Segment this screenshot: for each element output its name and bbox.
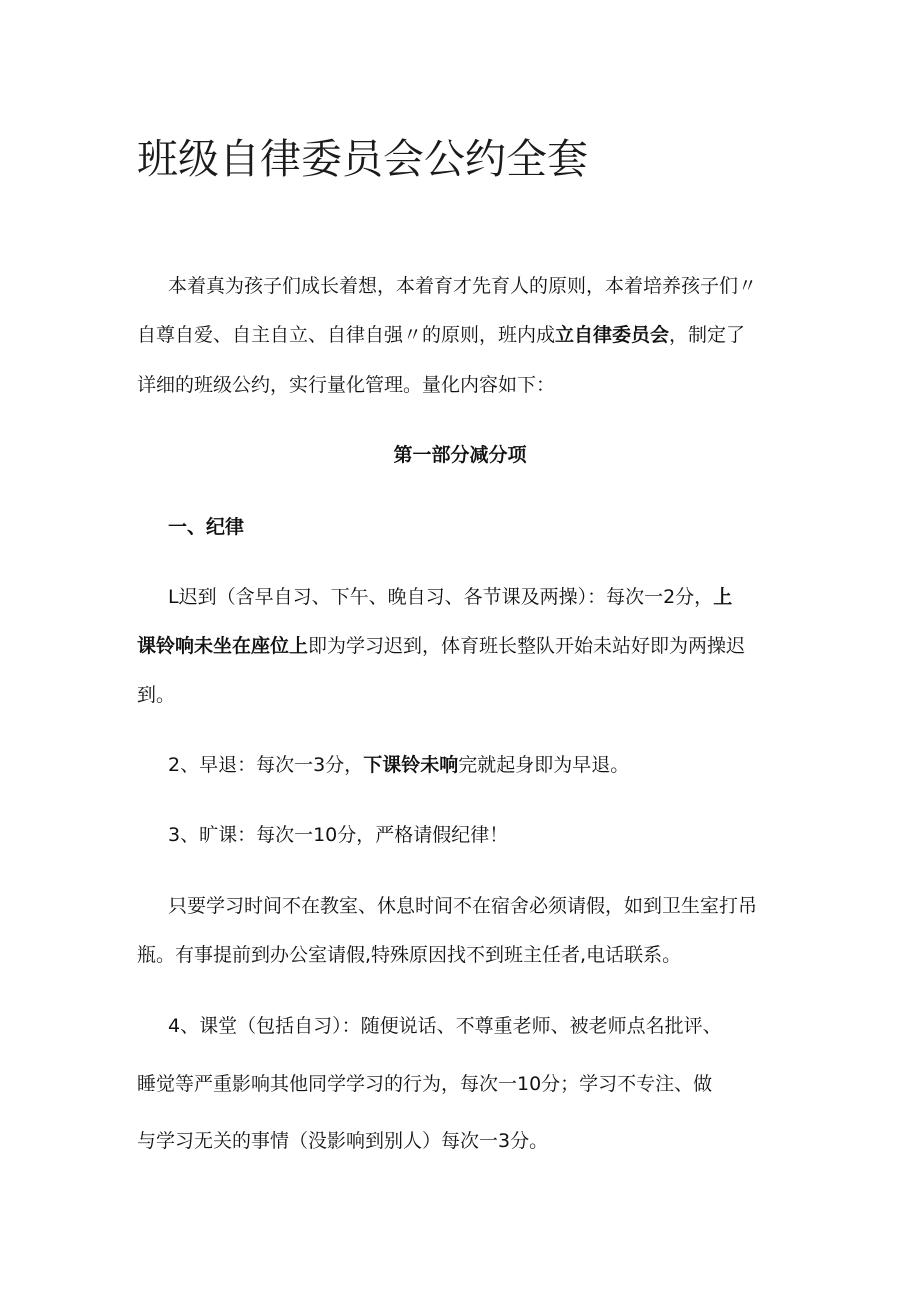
intro-line-2-text-a: 自尊自爱、自主自立、自律自强〃的原则，班内成 [137,324,556,346]
item2-text-b: 完就起身即为早退。 [458,754,630,776]
intro-line-2 [137,320,745,347]
item3-line: 3、旷课：每次一10分，严格请假纪律！ [168,824,509,846]
item1-line-1-text: L迟到（含早自习、下午、晚自习、各节课及两操）：每次一2分， [168,586,714,608]
leave-rule-line-1: 只要学习时间不在教室、休息时间不在宿舍必须请假，如到卫生室打吊 [168,895,758,917]
intro-line-2-bold: 立自律委员会 [555,324,670,346]
section1-heading: 一、纪律 [168,516,245,538]
item1-line-1 [168,582,732,609]
item1-line-1-bold: 上 [713,586,733,608]
item1-line-3: 到。 [137,684,176,706]
part1-heading: 第一部分减分项 [393,444,527,466]
item2-bold: 下课铃未响 [363,754,459,776]
item4-line-3: 与学习无关的事情（没影响到别人）每次一3分。 [137,1130,549,1152]
item2-line [168,750,629,777]
item2-text-a: 2、早退：每次一3分， [168,754,364,776]
intro-line-3: 详细的班级公约，实行量化管理。量化内容如下： [137,374,556,396]
leave-rule-line-2: 瓶。有事提前到办公室请假,特殊原因找不到班主任者,电话联系。 [137,944,682,966]
intro-line-2-text-b: ，制定了 [669,324,746,346]
intro-line-1: 本着真为孩子们成长着想，本着育才先育人的原则，本着培养孩子们〃 [168,275,758,297]
item4-line-2: 睡觉等严重影响其他同学学习的行为，每次一10分；学习不专注、做 [137,1073,713,1095]
item1-line-2-bold: 课铃响未坐在座位上 [137,635,309,657]
item4-line-1: 4、课堂（包括自习）：随便说话、不尊重老师、被老师点名批评、 [168,1015,722,1037]
item1-line-2 [137,631,745,658]
item1-line-2-text: 即为学习迟到，体育班长整队开始未站好即为两操迟 [308,635,746,657]
document-title: 班级自律委员会公约全套 [137,135,588,183]
